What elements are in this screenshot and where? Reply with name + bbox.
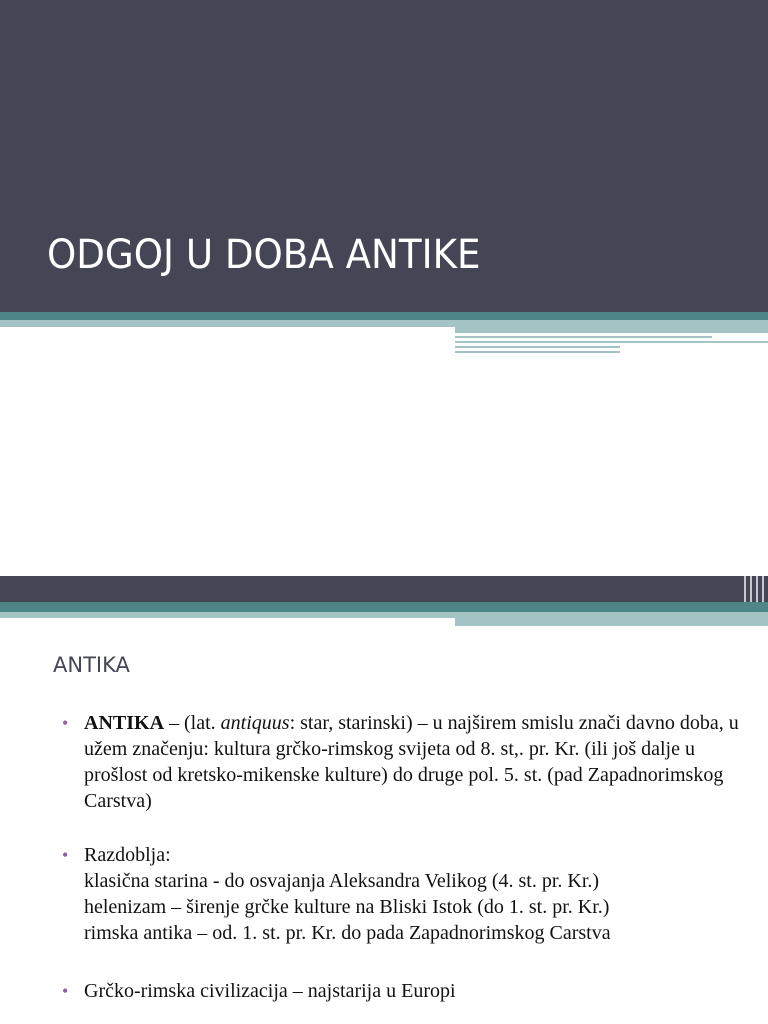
deco-stripe bbox=[756, 576, 758, 602]
header-band bbox=[0, 576, 768, 602]
periods-label: • Razdoblja: bbox=[84, 844, 171, 866]
deco-stripe bbox=[455, 618, 768, 626]
accent-stripe bbox=[0, 602, 768, 612]
period-line: helenizam – širenje grčke kulture na Bliski Istok (do 1. st. pr. Kr.) bbox=[84, 896, 610, 918]
deco-stripe bbox=[762, 576, 764, 602]
deco-stripe bbox=[455, 327, 768, 333]
deco-stripe bbox=[750, 576, 752, 602]
content-slide bbox=[0, 576, 768, 1024]
text: – (lat. bbox=[164, 712, 221, 734]
period-line: rimska antika – od. 1. st. pr. Kr. do pada Zapadnorimskog Carstva bbox=[84, 922, 611, 944]
term-bold: ANTIKA bbox=[84, 712, 165, 734]
deco-stripe bbox=[455, 341, 768, 343]
accent-stripe bbox=[0, 312, 768, 320]
list-item bbox=[62, 842, 742, 946]
bullet-list bbox=[62, 710, 742, 1004]
slide-title: ODGOJ U DOBA ANTIKE bbox=[47, 232, 481, 278]
deco-stripe bbox=[455, 336, 712, 338]
section-heading: ANTIKA bbox=[53, 653, 130, 677]
deco-stripe bbox=[744, 576, 746, 602]
title-band bbox=[0, 0, 768, 312]
list-item bbox=[62, 978, 742, 1004]
period-line: klasična starina - do osvajanja Aleksandra Velikog (4. st. pr. Kr.) bbox=[84, 870, 600, 892]
deco-stripe bbox=[455, 351, 620, 353]
text: : star, starinski) – u najširem smislu znači davno doba, u užem značenju: kultura grčko-rimskog svijeta od 8. st,. pr. Kr. (ili još dalje u prošlost od kretsko-mikenske kulture) do druge pol. 5. st. (pad Zapadnorimskog Carstva) bbox=[84, 712, 739, 812]
accent-stripe-light bbox=[0, 320, 768, 327]
term-italic: antiquus bbox=[220, 712, 290, 734]
text: Grčko-rimska civilizacija – najstarija u Europi bbox=[84, 980, 456, 1002]
deco-stripe bbox=[455, 346, 620, 348]
list-item bbox=[62, 710, 742, 814]
